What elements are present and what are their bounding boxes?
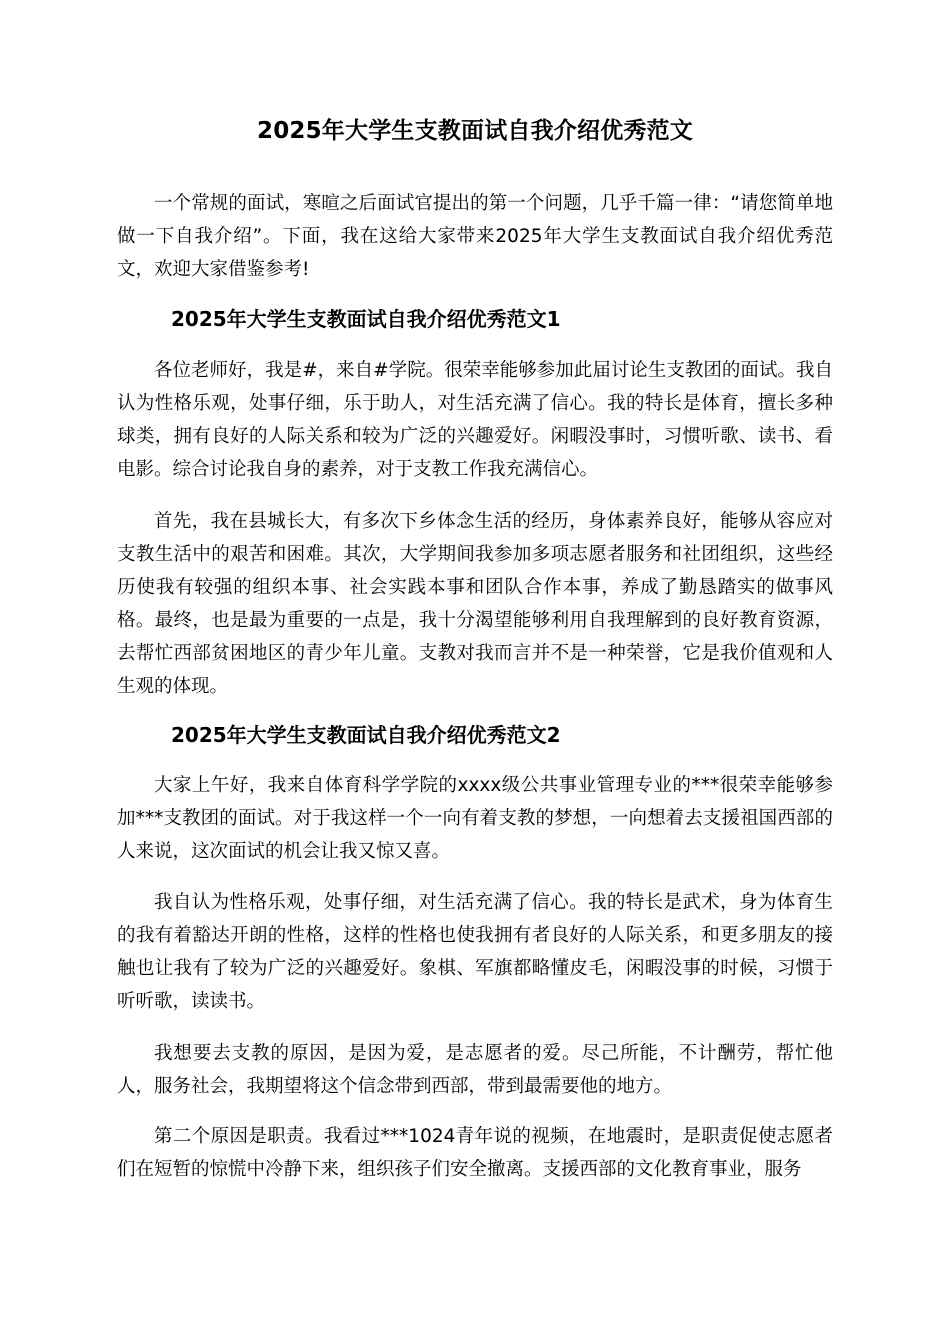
section-2-paragraph-3: 我想要去支教的原因，是因为爱，是志愿者的爱。尽己所能，不计酬劳，帮忙他人，服务社会，我期望将这个信念带到西部，带到最需要他的地方。 <box>117 1043 833 1097</box>
section-1-paragraph-2: 首先，我在县城长大，有多次下乡体念生活的经历，身体素养良好，能够从容应对支教生活中的艰苦和困难。其次，大学期间我参加多项志愿者服务和社团组织，这些经历使我有较强的组织本事、社会实践本事和团队合作本事，养成了勤恳踏实的做事风格。最终，也是最为重要的一点是，我十分渴望能够利用自我理解到的良好教育资源，去帮忙西部贫困地区的青少年儿童。支教对我而言并不是一种荣誉，它是我价值观和人生观的体现。 <box>117 511 833 697</box>
section-2-paragraph-4: 第二个原因是职责。我看过***1024青年说的视频，在地震时，是职责促使志愿者们在短暂的惊慌中冷静下来，组织孩子们安全撤离。支援西部的文化教育事业，服务 <box>117 1126 833 1180</box>
section-2-paragraph-2: 我自认为性格乐观，处事仔细，对生活充满了信心。我的特长是武术，身为体育生的我有着豁达开朗的性格，这样的性格也使我拥有者良好的人际关系，和更多朋友的接触也让我有了较为广泛的兴趣爱好。象棋、军旗都略懂皮毛，闲暇没事的时候，习惯于听听歌，读读书。 <box>117 892 833 1012</box>
document-title: 2025年大学生支教面试自我介绍优秀范文 <box>256 118 693 144</box>
section-2-heading: 2025年大学生支教面试自我介绍优秀范文2 <box>171 723 561 747</box>
section-1-heading: 2025年大学生支教面试自我介绍优秀范文1 <box>171 307 561 331</box>
section-2-paragraph-1: 大家上午好，我来自体育科学学院的xxxx级公共事业管理专业的***很荣幸能够参加***支教团的面试。对于我这样一个一向有着支教的梦想，一向想着去支援祖国西部的人来说，这次面试的机会让我又惊又喜。 <box>117 775 833 862</box>
intro-paragraph: 一个常规的面试，寒暄之后面试官提出的第一个问题，几乎千篇一律：“请您简单地做一下自我介绍”。下面，我在这给大家带来2025年大学生支教面试自我介绍优秀范文，欢迎大家借鉴参考! <box>117 193 833 280</box>
section-1-paragraph-1: 各位老师好，我是#，来自#学院。很荣幸能够参加此届讨论生支教团的面试。我自认为性格乐观，处事仔细，乐于助人，对生活充满了信心。我的特长是体育，擅长多种球类，拥有良好的人际关系和较为广泛的兴趣爱好。闲暇没事时，习惯听歌、读书、看电影。综合讨论我自身的素养，对于支教工作我充满信心。 <box>117 360 833 480</box>
